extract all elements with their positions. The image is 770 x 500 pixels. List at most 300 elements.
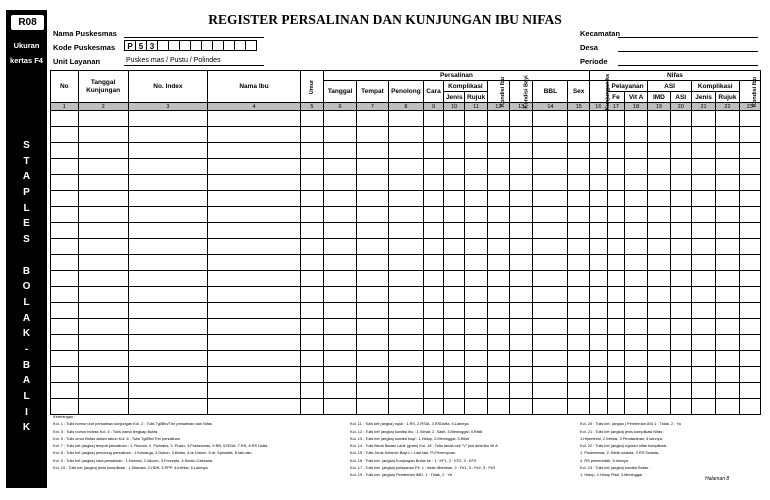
table-row[interactable] [51,239,761,255]
kecamatan-line[interactable] [618,37,758,38]
table-cell[interactable] [388,159,423,175]
table-cell[interactable] [533,175,568,191]
table-cell[interactable] [589,175,607,191]
table-cell[interactable] [648,255,670,271]
table-cell[interactable] [78,127,128,143]
table-cell[interactable] [444,239,465,255]
table-cell[interactable] [208,303,300,319]
table-cell[interactable] [324,191,357,207]
table-cell[interactable] [357,223,389,239]
table-cell[interactable] [607,127,624,143]
table-cell[interactable] [533,111,568,127]
table-cell[interactable] [589,111,607,127]
table-cell[interactable] [739,319,760,335]
table-cell[interactable] [300,207,323,223]
kode-box[interactable]: 5 [135,40,147,51]
table-cell[interactable] [78,287,128,303]
table-cell[interactable] [533,127,568,143]
table-cell[interactable] [510,111,533,127]
table-cell[interactable] [624,287,647,303]
table-cell[interactable] [670,159,691,175]
table-row[interactable] [51,335,761,351]
table-cell[interactable] [423,175,443,191]
table-cell[interactable] [487,143,509,159]
table-cell[interactable] [423,335,443,351]
table-cell[interactable] [648,127,670,143]
register-body[interactable] [51,111,761,415]
table-cell[interactable] [533,287,568,303]
table-row[interactable] [51,271,761,287]
table-cell[interactable] [487,207,509,223]
table-cell[interactable] [533,143,568,159]
table-cell[interactable] [51,111,79,127]
table-cell[interactable] [607,319,624,335]
table-cell[interactable] [607,207,624,223]
table-cell[interactable] [208,223,300,239]
table-cell[interactable] [357,143,389,159]
table-cell[interactable] [607,335,624,351]
table-cell[interactable] [300,399,323,415]
table-cell[interactable] [691,271,715,287]
table-cell[interactable] [324,303,357,319]
table-cell[interactable] [716,127,739,143]
table-cell[interactable] [487,175,509,191]
table-cell[interactable] [300,175,323,191]
table-cell[interactable] [208,111,300,127]
table-cell[interactable] [51,143,79,159]
table-cell[interactable] [300,271,323,287]
table-cell[interactable] [607,111,624,127]
table-cell[interactable] [208,367,300,383]
table-cell[interactable] [510,191,533,207]
table-cell[interactable] [78,175,128,191]
table-cell[interactable] [510,207,533,223]
table-cell[interactable] [300,287,323,303]
table-cell[interactable] [78,255,128,271]
table-cell[interactable] [716,383,739,399]
table-cell[interactable] [78,367,128,383]
table-cell[interactable] [607,175,624,191]
table-cell[interactable] [357,287,389,303]
table-cell[interactable] [607,239,624,255]
table-cell[interactable] [624,271,647,287]
desa-line[interactable] [618,51,758,52]
table-cell[interactable] [465,175,487,191]
table-cell[interactable] [444,335,465,351]
table-cell[interactable] [78,303,128,319]
table-cell[interactable] [423,127,443,143]
table-cell[interactable] [533,191,568,207]
table-cell[interactable] [533,207,568,223]
table-cell[interactable] [739,175,760,191]
table-cell[interactable] [444,383,465,399]
table-cell[interactable] [357,335,389,351]
table-cell[interactable] [357,175,389,191]
table-cell[interactable] [324,255,357,271]
table-cell[interactable] [624,223,647,239]
table-cell[interactable] [423,367,443,383]
table-cell[interactable] [691,111,715,127]
table-cell[interactable] [533,319,568,335]
table-row[interactable] [51,223,761,239]
table-cell[interactable] [691,351,715,367]
table-cell[interactable] [444,207,465,223]
table-cell[interactable] [444,303,465,319]
table-cell[interactable] [324,367,357,383]
table-cell[interactable] [51,191,79,207]
table-cell[interactable] [624,351,647,367]
table-cell[interactable] [589,127,607,143]
table-cell[interactable] [607,303,624,319]
table-cell[interactable] [716,111,739,127]
table-cell[interactable] [78,271,128,287]
table-cell[interactable] [208,207,300,223]
table-cell[interactable] [208,127,300,143]
table-cell[interactable] [324,159,357,175]
table-cell[interactable] [670,335,691,351]
table-cell[interactable] [128,127,208,143]
table-cell[interactable] [388,271,423,287]
table-cell[interactable] [300,367,323,383]
table-cell[interactable] [388,303,423,319]
table-cell[interactable] [487,319,509,335]
table-cell[interactable] [324,207,357,223]
table-cell[interactable] [691,255,715,271]
table-cell[interactable] [624,143,647,159]
table-cell[interactable] [300,335,323,351]
table-cell[interactable] [324,223,357,239]
table-cell[interactable] [78,191,128,207]
table-cell[interactable] [739,335,760,351]
table-cell[interactable] [208,239,300,255]
table-row[interactable] [51,159,761,175]
table-cell[interactable] [533,255,568,271]
table-cell[interactable] [465,367,487,383]
table-row[interactable] [51,127,761,143]
table-cell[interactable] [568,367,589,383]
table-cell[interactable] [589,191,607,207]
table-cell[interactable] [51,319,79,335]
table-cell[interactable] [716,175,739,191]
table-row[interactable] [51,367,761,383]
table-cell[interactable] [51,255,79,271]
table-cell[interactable] [465,111,487,127]
table-cell[interactable] [670,111,691,127]
table-cell[interactable] [624,239,647,255]
table-cell[interactable] [324,271,357,287]
table-cell[interactable] [691,383,715,399]
table-cell[interactable] [51,239,79,255]
table-cell[interactable] [670,239,691,255]
table-cell[interactable] [423,383,443,399]
table-cell[interactable] [568,255,589,271]
table-cell[interactable] [648,175,670,191]
table-cell[interactable] [78,239,128,255]
table-cell[interactable] [208,159,300,175]
table-cell[interactable] [487,239,509,255]
table-cell[interactable] [568,239,589,255]
table-cell[interactable] [533,367,568,383]
table-cell[interactable] [423,207,443,223]
table-cell[interactable] [624,303,647,319]
table-cell[interactable] [739,271,760,287]
table-cell[interactable] [739,207,760,223]
table-cell[interactable] [357,383,389,399]
table-cell[interactable] [589,367,607,383]
table-cell[interactable] [624,207,647,223]
table-cell[interactable] [465,287,487,303]
table-cell[interactable] [423,111,443,127]
table-cell[interactable] [624,191,647,207]
table-cell[interactable] [648,287,670,303]
table-cell[interactable] [716,271,739,287]
table-cell[interactable] [568,207,589,223]
table-cell[interactable] [648,319,670,335]
table-cell[interactable] [487,127,509,143]
table-cell[interactable] [648,191,670,207]
table-cell[interactable] [670,367,691,383]
table-cell[interactable] [691,159,715,175]
table-cell[interactable] [444,287,465,303]
table-cell[interactable] [589,303,607,319]
table-cell[interactable] [607,271,624,287]
table-cell[interactable] [300,351,323,367]
table-cell[interactable] [589,319,607,335]
table-cell[interactable] [128,239,208,255]
table-cell[interactable] [208,335,300,351]
table-cell[interactable] [128,335,208,351]
table-cell[interactable] [78,223,128,239]
table-cell[interactable] [487,335,509,351]
table-cell[interactable] [624,383,647,399]
table-cell[interactable] [716,191,739,207]
table-cell[interactable] [589,271,607,287]
table-cell[interactable] [423,239,443,255]
table-cell[interactable] [444,271,465,287]
table-cell[interactable] [739,255,760,271]
table-cell[interactable] [533,271,568,287]
table-cell[interactable] [716,223,739,239]
table-cell[interactable] [691,335,715,351]
table-cell[interactable] [716,399,739,415]
table-cell[interactable] [423,191,443,207]
table-cell[interactable] [510,335,533,351]
table-cell[interactable] [128,111,208,127]
table-cell[interactable] [487,367,509,383]
table-cell[interactable] [444,223,465,239]
table-cell[interactable] [568,223,589,239]
table-cell[interactable] [648,207,670,223]
table-cell[interactable] [465,319,487,335]
table-cell[interactable] [624,111,647,127]
table-cell[interactable] [208,351,300,367]
table-cell[interactable] [388,191,423,207]
table-cell[interactable] [444,367,465,383]
table-cell[interactable] [465,223,487,239]
table-cell[interactable] [487,223,509,239]
table-row[interactable] [51,175,761,191]
table-cell[interactable] [589,143,607,159]
table-cell[interactable] [670,191,691,207]
table-cell[interactable] [648,271,670,287]
table-cell[interactable] [357,255,389,271]
table-cell[interactable] [607,383,624,399]
table-cell[interactable] [388,223,423,239]
table-cell[interactable] [607,143,624,159]
table-cell[interactable] [670,255,691,271]
table-cell[interactable] [300,319,323,335]
table-cell[interactable] [510,143,533,159]
table-cell[interactable] [716,351,739,367]
table-cell[interactable] [624,175,647,191]
table-cell[interactable] [670,351,691,367]
table-cell[interactable] [357,191,389,207]
table-cell[interactable] [739,367,760,383]
table-cell[interactable] [444,191,465,207]
table-cell[interactable] [78,335,128,351]
table-cell[interactable] [716,367,739,383]
table-cell[interactable] [716,143,739,159]
table-cell[interactable] [589,159,607,175]
table-cell[interactable] [465,159,487,175]
table-cell[interactable] [128,287,208,303]
table-cell[interactable] [691,175,715,191]
table-cell[interactable] [51,175,79,191]
table-cell[interactable] [568,127,589,143]
table-cell[interactable] [739,239,760,255]
table-cell[interactable] [533,303,568,319]
table-cell[interactable] [208,191,300,207]
table-cell[interactable] [128,175,208,191]
table-cell[interactable] [568,351,589,367]
kode-box[interactable]: P [124,40,136,51]
table-cell[interactable] [357,111,389,127]
table-row[interactable] [51,207,761,223]
table-cell[interactable] [423,159,443,175]
table-cell[interactable] [388,335,423,351]
table-cell[interactable] [568,319,589,335]
table-cell[interactable] [465,335,487,351]
table-cell[interactable] [691,399,715,415]
table-cell[interactable] [691,287,715,303]
table-cell[interactable] [670,271,691,287]
table-cell[interactable] [510,319,533,335]
table-cell[interactable] [533,383,568,399]
table-cell[interactable] [648,111,670,127]
table-cell[interactable] [589,351,607,367]
table-cell[interactable] [487,191,509,207]
table-cell[interactable] [388,255,423,271]
table-cell[interactable] [388,239,423,255]
table-cell[interactable] [716,303,739,319]
table-cell[interactable] [51,287,79,303]
table-cell[interactable] [568,287,589,303]
table-cell[interactable] [648,303,670,319]
table-cell[interactable] [208,143,300,159]
table-cell[interactable] [670,287,691,303]
table-cell[interactable] [465,239,487,255]
table-cell[interactable] [607,287,624,303]
table-cell[interactable] [51,223,79,239]
table-cell[interactable] [670,223,691,239]
table-cell[interactable] [487,255,509,271]
table-cell[interactable] [648,351,670,367]
table-cell[interactable] [691,191,715,207]
table-cell[interactable] [388,127,423,143]
table-cell[interactable] [739,159,760,175]
table-cell[interactable] [739,351,760,367]
table-cell[interactable] [128,367,208,383]
table-cell[interactable] [568,383,589,399]
table-cell[interactable] [739,383,760,399]
table-cell[interactable] [78,207,128,223]
table-cell[interactable] [208,271,300,287]
table-cell[interactable] [388,175,423,191]
table-cell[interactable] [510,239,533,255]
table-cell[interactable] [388,367,423,383]
table-cell[interactable] [670,303,691,319]
kode-box[interactable]: 3 [146,40,158,51]
table-cell[interactable] [324,111,357,127]
table-cell[interactable] [300,191,323,207]
table-cell[interactable] [300,223,323,239]
table-cell[interactable] [465,127,487,143]
table-cell[interactable] [624,255,647,271]
table-cell[interactable] [51,383,79,399]
table-cell[interactable] [739,223,760,239]
table-cell[interactable] [444,159,465,175]
table-cell[interactable] [324,351,357,367]
table-row[interactable] [51,319,761,335]
table-cell[interactable] [739,127,760,143]
table-cell[interactable] [510,399,533,415]
table-cell[interactable] [533,399,568,415]
table-cell[interactable] [510,287,533,303]
table-cell[interactable] [716,159,739,175]
table-cell[interactable] [357,303,389,319]
table-cell[interactable] [739,287,760,303]
table-cell[interactable] [51,335,79,351]
table-cell[interactable] [589,207,607,223]
table-cell[interactable] [388,287,423,303]
table-cell[interactable] [51,127,79,143]
table-cell[interactable] [388,383,423,399]
table-cell[interactable] [691,143,715,159]
table-cell[interactable] [533,239,568,255]
table-cell[interactable] [444,255,465,271]
table-cell[interactable] [78,111,128,127]
table-cell[interactable] [465,351,487,367]
table-cell[interactable] [716,319,739,335]
table-cell[interactable] [607,223,624,239]
table-cell[interactable] [465,303,487,319]
table-cell[interactable] [423,319,443,335]
table-cell[interactable] [607,191,624,207]
table-cell[interactable] [607,351,624,367]
table-cell[interactable] [128,207,208,223]
table-cell[interactable] [691,207,715,223]
table-cell[interactable] [357,319,389,335]
table-cell[interactable] [51,367,79,383]
table-cell[interactable] [300,255,323,271]
table-cell[interactable] [444,351,465,367]
table-cell[interactable] [324,287,357,303]
table-cell[interactable] [324,383,357,399]
table-cell[interactable] [300,383,323,399]
table-cell[interactable] [423,271,443,287]
table-cell[interactable] [51,303,79,319]
table-cell[interactable] [739,399,760,415]
